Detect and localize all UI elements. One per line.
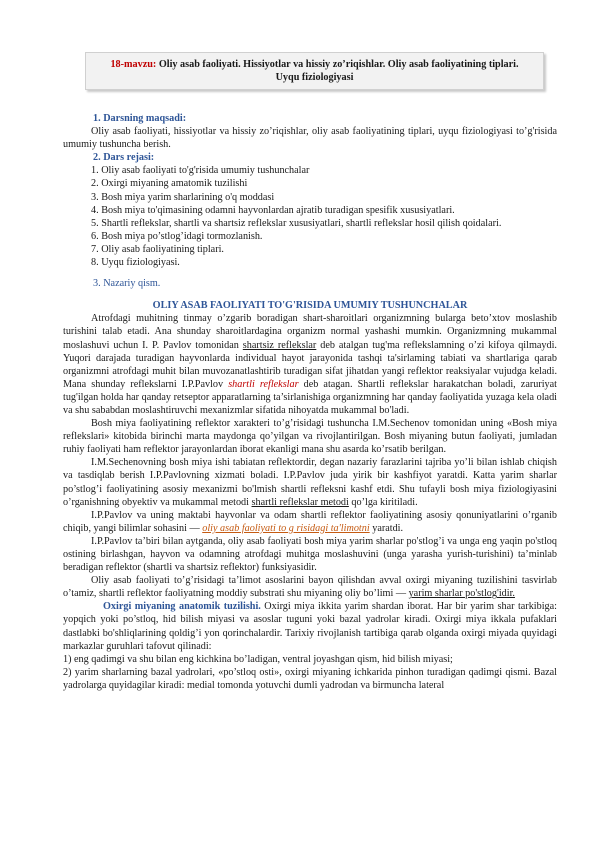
paragraph-2: Bosh miya faoliyatining reflektor xarakteri to’g’risidagi tushuncha I.M.Sechenov tomonidan uning «Bosh miya reflekslari» kitobida birinchi marta maydonga qo’yilgan va rivojlantirilgan. Bosh miyaning butun faoliyati, jumladan ruhiy faoliyati ham reflektor jarayonlardan iborat ekanligi mana shu asarda ko’rsatib berilgan. <box>63 418 557 456</box>
term-yarim-sharlar: yarim sharlar po'stlog'idir. <box>408 588 515 600</box>
topic-title-line2: Uyqu fiziologiyasi <box>275 72 354 83</box>
term-shartli-reflekslar-metodi: shartli reflekslar metodi <box>251 496 349 508</box>
paragraph-7: Oxirgi miyaning anatomik tuzilishi. Oxirgi miya ikkita yarim shardan iborat. Har bir yarim shar tarkibiga: yopqich yoki po’stloq, hid bilish miyasi va asoslar tuguni yoki bazal yadrolar kiradi. Oxirgi miya ikkala pufaklari dastlabki bo'shliqlarining qoldig’i yon qorinchalardir. Tarixiy rivojlanish tartibiga qarab olganda oxirgi miyada quyidagi markazlar guruhlari tafovut qilinadi: <box>63 601 557 652</box>
plan-item: 3. Bosh miya yarim sharlarining o'q moddasi <box>91 191 275 203</box>
paragraph-9: 2) yarim sharlarning bazal yadrolari, «po’stloq osti», oxirgi miyaning ichkarida pinhon turadigan qadimgi qismi. Bazal yadrolarga quyidagilar kiradi: medial tomonda yotuvchi dumli yadrodan va birmuncha lateral <box>63 666 557 691</box>
plan-item: 7. Oliy asab faoliyatining tiplari. <box>91 243 224 255</box>
plan-item: 4. Bosh miya to'qimasining odamni hayvonlardan ajratib turadigan spesifik xususiyatlari. <box>91 204 455 216</box>
paragraph-8: 1) eng qadimgi va shu bilan eng kichkina bo’ladigan, ventral joyashgan qism, hid bilish miyasi; <box>63 653 453 665</box>
theory-heading: 3. Nazariy qism. <box>93 278 161 290</box>
aim-heading: 1. Darsning maqsadi: <box>93 113 187 124</box>
document-body <box>63 112 557 692</box>
topic-title: Oliy asab faoliyati. Hissiyotlar va hissiy zo’riqishlar. Oliy asab faoliyatining tiplari. <box>156 59 519 70</box>
paragraph-3: I.M.Sechenovning bosh miya ishi tabiatan reflektordir, degan nazariy farazlarini tajriba yo’li bilan ishlab chiqish va tasdiqlab berish I.P.Pavlovning xizmati boladi. I.P.Pavlov juda yirik bir kashfiyot yaratdi. Katta yarim sharlar po’stlog’i faoliyatining asosiy mexanizmi bo'lmish shartli refleksni kashf etdi. Shu tufayli bosh miya fiziologiyasini o’rganishning obyektiv va mukammal metodi shartli reflekslar metodi qo’lga kiritiladi. <box>63 457 557 508</box>
plan-item: 5. Shartli reflekslar, shartli va shartsiz reflekslar xususiyatlari, shartli reflekslar hosil qilish qoidalari. <box>91 217 502 229</box>
section-title: OLIY ASAB FAOLIYATI TO'G'RISIDA UMUMIY TUSHUNCHALAR <box>152 300 468 312</box>
aim-text: Oliy asab faoliyati, hissiyotlar va hissiy zo’riqishlar, oliy asab faoliyatining tiplari, uyqu fiziologiyasi to’g'risida umumiy tushuncha berish. <box>63 126 557 151</box>
paragraph-1: Atrofdagi muhitning tinmay o’zgarib boradigan shart-sharoitlari organizmning bularga beto’xtov moslashib turishini talab etadi. Ana shunday sharoitlardagina organizm normal yashashi mumkin. Organizmning mukammal moslashuvi uchun I. P. Pavlov tomonidan shartsiz reflekslar deb atalgan tug'ma reflekslamning o’zi kifoya qilmaydi. Yuqori darajada turadigan hayvonlarda individual hayot jarayonida tashqi ta'sirlaming tabiati va shartlariga qarab organizmni atrofdagi muhit bilan muvozanatlashtirib turadigan sifat jihatdan yangi reflektor reaksiyalar vujudga keladi. Mana shunday reflekslarni I.P.Pavlov shartli reflekslar deb atagan. Shartli reflekslar harakatchan boladi, zaruriyat tug'ilgan holda har qanday retseptor apparatlarning ta’sirlanishiga organizmning har qanday faoliyatida yuzaga kela oladi va shu sababdan moslashtiruvchi mexanizmlar sifatida nihoyatda mukammal bo'ladi. <box>63 313 557 416</box>
term-oliy-asab-talimot: oliy asab faoliyati to g risidagi ta'limotni <box>202 522 370 534</box>
plan-item: 1. Oliy asab faoliyati to'g'risida umumiy tushunchalar <box>91 165 310 177</box>
plan-list <box>63 164 557 269</box>
paragraph-4: I.P.Pavlov va uning maktabi hayvonlar va odam shartli reflektor faoliyatining asosiy qonuniyatlarini o’rganib chiqib, yangi bilimlar sohasini — oliy asab faoliyati to g risidagi ta'limotni yaratdi. <box>63 509 557 534</box>
topic-label: 18-mavzu: <box>110 59 157 70</box>
plan-item: 8. Uyqu fiziologiyasi. <box>91 257 180 269</box>
plan-item: 2. Oxirgi miyaning amatomik tuzilishi <box>91 178 248 190</box>
paragraph-5: I.P.Pavlov ta’biri bilan aytganda, oliy asab faoliyati bosh miya yarim sharlar po'stlog’i va unga eng yaqin po'stloq ostining birlashgan, hayvon va odamning atrofdagi muhitga moslashuvini (unga yarasha yurish-turishini) ta’minlab beradigan reflektor (shartli va shartsiz reflektor) funksiyasidir. <box>63 535 557 574</box>
plan-item: 6. Bosh miya po’stlog’idagi tormozlanish. <box>91 230 263 242</box>
plan-heading: 2. Dars rejasi: <box>93 152 155 164</box>
paragraph-6: Oliy asab faoliyati to’g’risidagi ta’limot asoslarini bayon qilishdan avval oxirgi miyaning tuzilishini tasvirlab o’tamiz, shartli reflektor faoliyatning moddiy substrati shu miyaning oliy bo’limi — yarim sharlar po'stlog'idir. <box>63 575 557 600</box>
term-shartsiz-reflekslar: shartsiz reflekslar <box>242 339 317 351</box>
term-shartli-reflekslar: shartli reflekslar <box>228 378 299 390</box>
subsection-heading: Oxirgi miyaning anatomik tuzilishi. <box>103 601 261 613</box>
topic-title-box <box>85 52 544 90</box>
